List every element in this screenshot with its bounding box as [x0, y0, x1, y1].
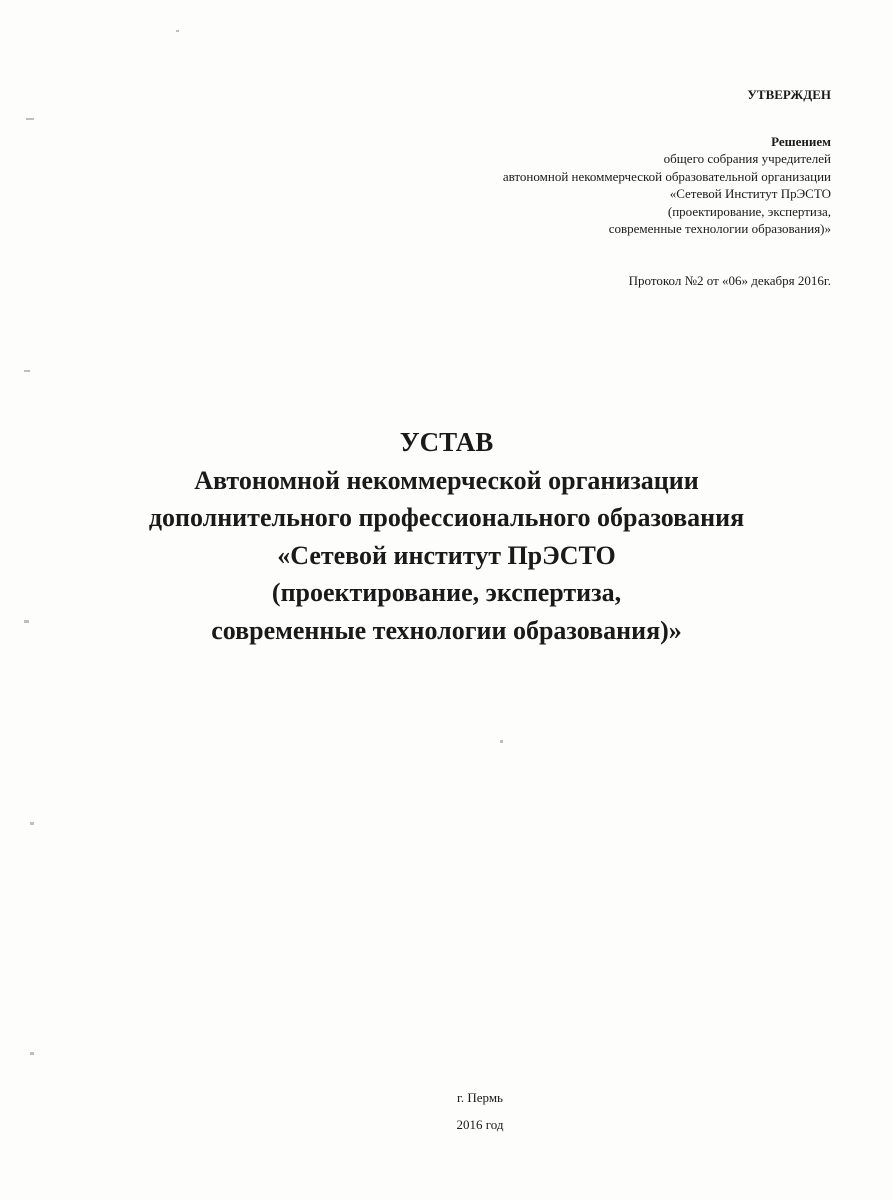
- scan-artifact: [30, 1052, 34, 1055]
- document-footer: [0, 1084, 893, 1138]
- approval-title: УТВЕРЖДЕН: [747, 87, 831, 102]
- scan-artifact: [30, 822, 34, 825]
- document-subtitle-line: (проектирование, экспертиза,: [271, 578, 622, 607]
- document-subtitle-line: Автономной некоммерческой организации: [194, 465, 699, 495]
- approval-block: [411, 86, 831, 289]
- scan-artifact: [26, 118, 34, 120]
- document-subtitle-line: современные технологии образования)»: [211, 615, 682, 645]
- approval-line: «Сетевой Институт ПрЭСТО: [669, 186, 831, 201]
- document-title-block: [0, 424, 893, 649]
- scan-artifact: [176, 30, 179, 32]
- protocol-line: Протокол №2 от «06» декабря 2016г.: [628, 272, 831, 288]
- footer-city: г. Пермь: [457, 1090, 503, 1105]
- document-title: УСТАВ: [399, 427, 494, 457]
- approval-line: современные технологии образования)»: [608, 221, 831, 236]
- approval-line: (проектирование, экспертиза,: [667, 203, 831, 219]
- footer-year: 2016 год: [456, 1117, 504, 1132]
- document-subtitle-line: дополнительного профессионального образования: [148, 503, 745, 532]
- approval-line: общего собрания учредителей: [663, 151, 831, 166]
- document-subtitle-line: «Сетевой институт ПрЭСТО: [277, 540, 616, 570]
- approval-decision: Решением: [771, 133, 831, 149]
- scan-artifact: [24, 370, 30, 372]
- scan-artifact: [500, 740, 503, 743]
- approval-line: автономной некоммерческой образовательной организации: [502, 168, 831, 184]
